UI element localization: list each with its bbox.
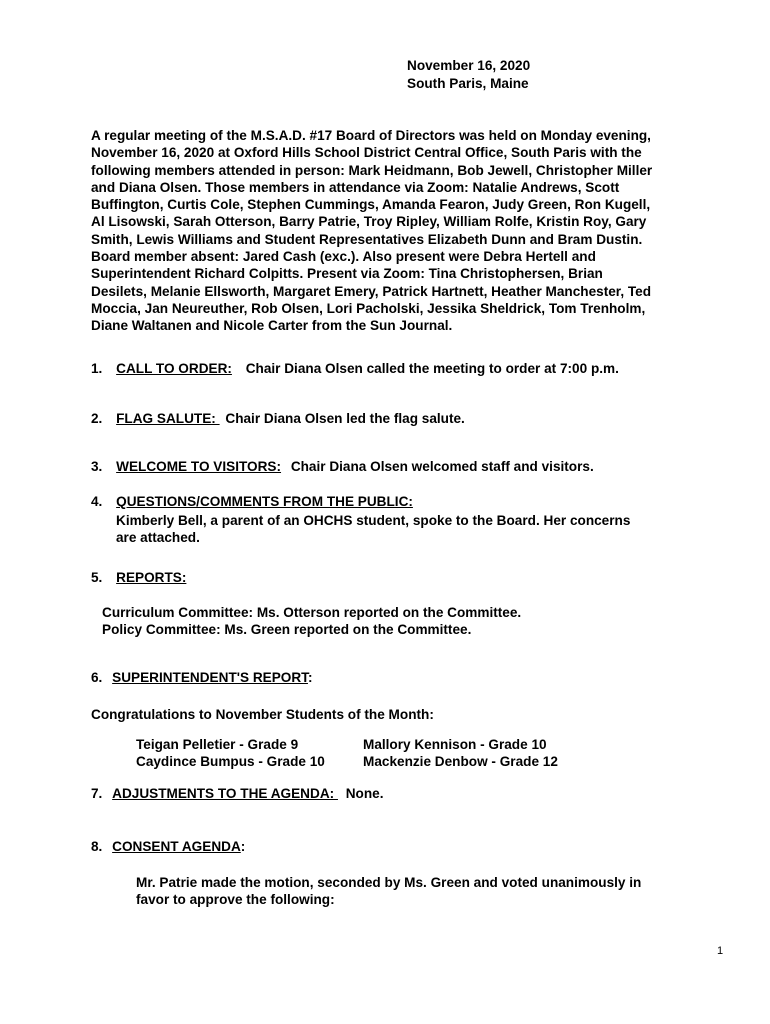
item-number: 6. (91, 670, 103, 685)
item-heading: ADJUSTMENTS TO THE AGENDA: (112, 786, 338, 801)
body-line: Mr. Patrie made the motion, seconded by Ms. Green and voted unanimously in (136, 875, 642, 890)
body-line: Kimberly Bell, a parent of an OHCHS student, spoke to the Board. Her concerns (116, 513, 631, 528)
item-number: 4. (91, 494, 103, 509)
item-reports (91, 569, 186, 586)
item-consent-agenda (91, 838, 245, 855)
students-of-month-heading: Congratulations to November Students of the Month: (91, 707, 434, 722)
intro-line: Board member absent: Jared Cash (exc.). Also present were Debra Hertell and (91, 249, 596, 265)
report-line: Curriculum Committee: Ms. Otterson reported on the Committee. (102, 605, 522, 620)
meeting-location: South Paris, Maine (407, 76, 529, 91)
intro-line: Desilets, Melanie Ellsworth, Margaret Emery, Patrick Hartnett, Heather Manchester, Ted (91, 283, 652, 299)
item-superintendent-report (91, 669, 313, 686)
item-agenda-adjustments (91, 785, 384, 802)
intro-line: Superintendent Richard Colpitts. Present via Zoom: Tina Christophersen, Brian (91, 266, 603, 282)
item-heading: WELCOME TO VISITORS: (116, 459, 282, 474)
item-call-to-order (91, 360, 619, 377)
intro-line: and Diana Olsen. Those members in attendance via Zoom: Natalie Andrews, Scott (91, 179, 620, 195)
item-text: None. (345, 786, 384, 801)
item-heading: FLAG SALUTE: (116, 411, 220, 426)
student-name: Caydince Bumpus - Grade 10 (136, 754, 325, 769)
intro-line: Diane Waltanen and Nicole Carter from the Sun Journal. (91, 318, 453, 334)
reports-body (102, 604, 521, 639)
item-heading: REPORTS: (116, 570, 187, 585)
student-name: Teigan Pelletier - Grade 9 (136, 737, 299, 752)
item-number: 8. (91, 839, 103, 854)
item-number: 3. (91, 459, 103, 474)
report-line: Policy Committee: Ms. Green reported on the Committee. (102, 622, 472, 638)
meeting-date: November 16, 2020 (407, 58, 531, 73)
item-heading: CONSENT AGENDA (112, 839, 241, 854)
item-text: Chair Diana Olsen called the meeting to order at 7:00 p.m. (245, 361, 619, 376)
intro-line: November 16, 2020 at Oxford Hills School District Central Office, South Paris with the (91, 145, 642, 161)
page-number: 1 (717, 945, 724, 957)
student-name: Mackenzie Denbow - Grade 12 (363, 754, 558, 769)
body-line: favor to approve the following: (136, 892, 335, 908)
item-heading: QUESTIONS/COMMENTS FROM THE PUBLIC: (116, 494, 413, 509)
student-name: Mallory Kennison - Grade 10 (363, 737, 547, 752)
body-line: are attached. (116, 530, 200, 546)
intro-line: Buffington, Curtis Cole, Stephen Cummings, Amanda Fearon, Judy Green, Ron Kugell, (91, 197, 651, 213)
intro-line: Al Lisowski, Sarah Otterson, Barry Patrie, Troy Ripley, William Rolfe, Kristin Roy, Gary (91, 214, 647, 230)
item-flag-salute (91, 410, 465, 427)
item-number: 5. (91, 570, 103, 585)
item-welcome-visitors (91, 458, 594, 475)
item-number: 2. (91, 411, 103, 426)
item-text: Chair Diana Olsen led the flag salute. (225, 411, 465, 426)
item-heading: CALL TO ORDER: (116, 361, 232, 376)
item-number: 7. (91, 786, 103, 801)
intro-line: Moccia, Jan Neureuther, Rob Olsen, Lori Pacholski, Jessika Sheldrick, Tom Trenholm, (91, 300, 646, 316)
item-number: 1. (91, 361, 103, 376)
intro-line: following members attended in person: Mark Heidmann, Bob Jewell, Christopher Miller (91, 162, 653, 178)
intro-line: Smith, Lewis Williams and Student Representatives Elizabeth Dunn and Bram Dustin. (91, 231, 643, 247)
item-text: Chair Diana Olsen welcomed staff and visitors. (290, 459, 594, 474)
intro-paragraph (91, 127, 652, 335)
item-public-comments (91, 493, 413, 510)
item-heading: SUPERINTENDENT'S REPORT (112, 670, 308, 685)
intro-line: A regular meeting of the M.S.A.D. #17 Board of Directors was held on Monday evening, (91, 128, 651, 143)
consent-agenda-body (136, 874, 641, 909)
item-heading-suffix: : (307, 670, 313, 685)
item-heading-suffix: : (240, 839, 246, 854)
public-comments-body (116, 512, 630, 547)
